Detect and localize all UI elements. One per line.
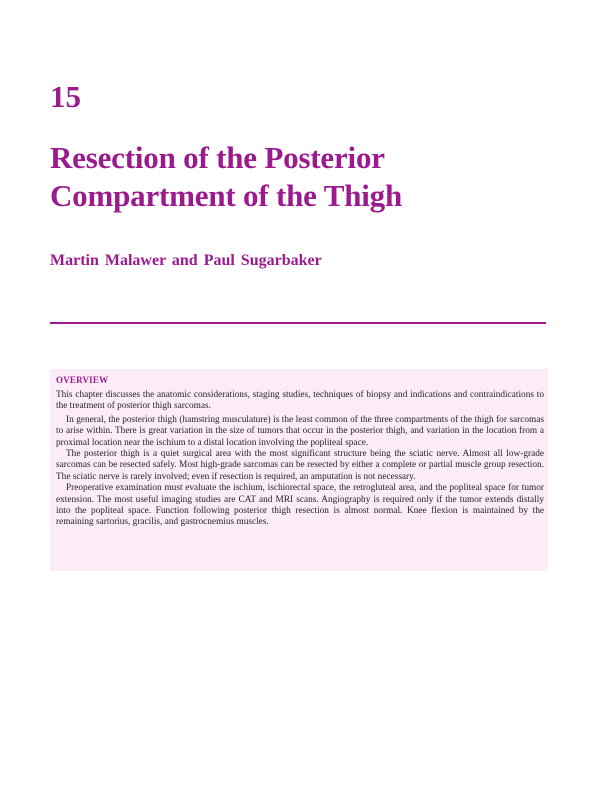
overview-heading: OVERVIEW — [56, 375, 109, 385]
overview-paragraph-3: The posterior thigh is a quiet surgical area with the most significant structure being the sciatic nerve. Almost all low-grade sarcomas can be resected safely. Most high-grade sarcomas can be resected by either a complete or partial muscle group resection. The sciatic nerve is rarely involved; even if resection is required, an amputation is not necessary. — [56, 449, 544, 482]
chapter-title-line-1: Resection of the Posterior — [50, 140, 385, 175]
overview-paragraph-2: In general, the posterior thigh (hamstring musculature) is the least common of the three compartments of the thigh for sarcomas to arise within. There is great variation in the size of tumors that occur in the posterior thigh, and variation in the location from a proximal location near the ischium to a distal location involving the popliteal space. — [56, 414, 544, 448]
overview-paragraph-4: Preoperative examination must evaluate the ischium, ischiorectal space, the retrogluteal area, and the popliteal space for tumor extension. The most useful imaging studies are CAT and MRI scans. Angiography is required only if the tumor extends distally into the popliteal space. Function following posterior thigh resection is almost normal. Knee flexion is maintained by the remaining sartorius, gracilis, and gastrocnemius muscles. — [56, 483, 544, 528]
chapter-title-line-2: Compartment of the Thigh — [50, 178, 402, 213]
chapter-number: 15 — [50, 79, 81, 114]
overview-box — [50, 369, 548, 571]
chapter-authors: Martin Malawer and Paul Sugarbaker — [50, 252, 322, 269]
overview-paragraph-1: This chapter discusses the anatomic considerations, staging studies, techniques of biopsy and indications and contraindications to the treatment of posterior thigh sarcomas. — [56, 390, 544, 412]
title-divider — [50, 322, 546, 324]
chapter-title — [50, 139, 550, 215]
